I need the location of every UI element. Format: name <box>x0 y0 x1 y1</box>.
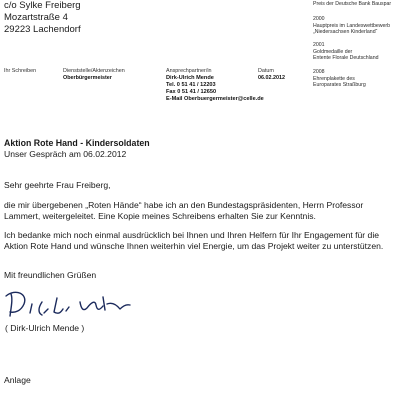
sender-line-3: 29223 Lachendorf <box>4 24 81 35</box>
closing: Mit freundlichen Grüßen <box>4 270 97 280</box>
subject-subline: Unser Gespräch am 06.02.2012 <box>4 149 127 159</box>
award-2000-line-2: „Niedersachsen Kinderland“ <box>313 29 378 35</box>
sender-line-2: Mozartstraße 4 <box>4 12 68 23</box>
signature-image <box>2 282 134 322</box>
telephone: Tel. 0 51 41 / 12203 <box>166 82 216 88</box>
signer-name: ( Dirk-Ulrich Mende ) <box>5 323 85 333</box>
ihr-schreiben-label: Ihr Schreiben <box>4 68 37 74</box>
attachment-label: Anlage <box>4 375 31 385</box>
ansprechpartner-value: Dirk-Ulrich Mende <box>166 75 214 81</box>
award-2008-year: 2008 <box>313 69 325 75</box>
award-2001-year: 2001 <box>313 42 325 48</box>
fax: Fax 0 51 41 / 12650 <box>166 89 217 95</box>
paragraph-2: Ich bedanke mich noch einmal ausdrücklich bei Ihnen und Ihren Helfern für Ihr Engagement für die Aktion Rote Hand und wünsche Ihnen weiterhin viel Energie, um das Projekt weiter zu unterstützen. <box>4 230 384 251</box>
ansprechpartner-label: Ansprechpartner/in <box>166 68 212 74</box>
email: E-Mail Oberbuergermeister@celle.de <box>166 96 264 102</box>
award-top-fragment: Preis der Deutsche Bank Bauspar <box>313 1 392 7</box>
award-2001-line-2: Entente Florale Deutschland <box>313 55 379 61</box>
salutation: Sehr geehrte Frau Freiberg, <box>4 180 111 190</box>
award-2008-line-1: Ehrenplakette des <box>313 76 355 82</box>
datum-label: Datum <box>258 68 274 74</box>
datum-value: 06.02.2012 <box>258 75 285 81</box>
award-2000-year: 2000 <box>313 16 325 22</box>
paragraph-1: die mir übergebenen „Roten Hände“ habe ich an den Bundestagspräsidenten, Herrn Professor Lammert, weitergeleitet. Eine Kopie meines Schreibens erhalten Sie zur Kenntnis. <box>4 200 364 221</box>
sender-line-1: c/o Sylke Freiberg <box>4 0 81 11</box>
award-2008-line-2: Europarates Straßburg <box>313 82 366 88</box>
dienststelle-value: Oberbürgermeister <box>63 75 112 81</box>
award-2001-line-1: Goldmedaille der <box>313 49 353 55</box>
dienststelle-label: Dienststelle/Aktenzeichen <box>63 68 125 74</box>
award-2000-line-1: Hauptpreis im Landeswettbewerb <box>313 23 390 29</box>
subject: Aktion Rote Hand - Kindersoldaten <box>4 138 150 148</box>
